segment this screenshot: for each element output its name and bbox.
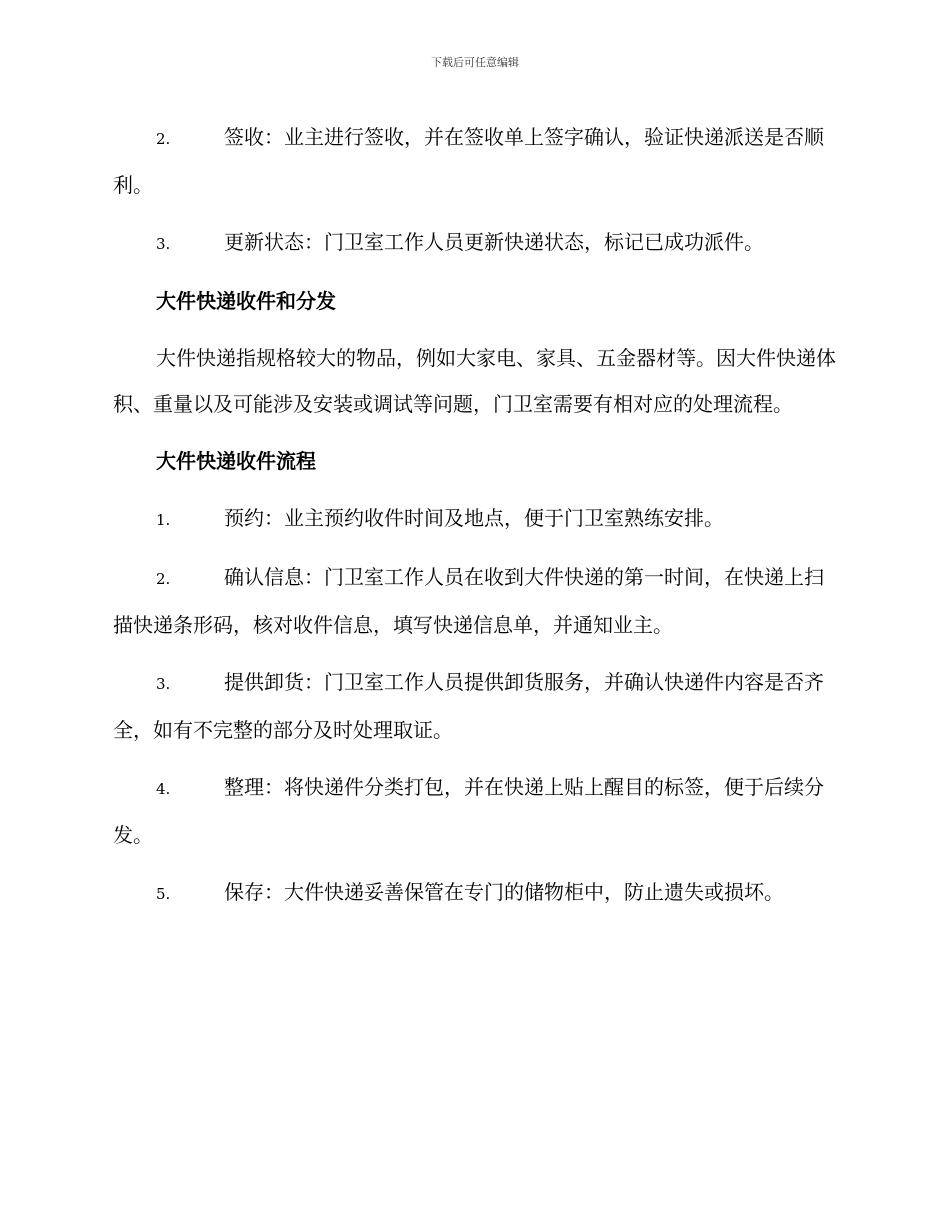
section-heading: 大件快递收件流程 — [156, 449, 316, 473]
list-item-text: 保存：大件快递妥善保管在专门的储物柜中，防止遗失或损坏。 — [224, 880, 784, 904]
list-number: 4. — [156, 780, 171, 798]
list-item-text: 更新状态：门卫室工作人员更新快递状态，标记已成功派件。 — [224, 230, 764, 254]
section-heading: 大件快递收件和分发 — [156, 289, 336, 313]
list-item-text: 整理：将快递件分类打包，并在快递上贴上醒目的标签，便于后续分发。 — [113, 775, 824, 847]
list-item — [113, 554, 837, 648]
list-item-text: 预约：业主预约收件时间及地点，便于门卫室熟练安排。 — [224, 506, 724, 530]
list-item-text: 确认信息：门卫室工作人员在收到大件快递的第一时间，在快递上扫描快递条形码，核对收件信息，填写快递信息单，并通知业主。 — [113, 565, 824, 637]
list-number: 5. — [156, 885, 171, 903]
list-item — [113, 219, 837, 267]
list-number: 2. — [156, 130, 171, 148]
list-number: 3. — [156, 675, 171, 693]
list-item — [113, 114, 837, 208]
document-body — [113, 114, 837, 928]
list-number: 3. — [156, 235, 171, 253]
list-item — [113, 764, 837, 858]
list-item — [113, 495, 837, 543]
body-paragraph: 大件快递指规格较大的物品，例如大家电、家具、五金器材等。因大件快递体积、重量以及可能涉及安装或调试等问题，门卫室需要有相对应的处理流程。 — [113, 346, 836, 416]
list-item — [113, 659, 837, 753]
list-number: 1. — [156, 511, 171, 529]
list-number: 2. — [156, 570, 171, 588]
list-item-text: 签收：业主进行签收，并在签收单上签字确认，验证快递派送是否顺利。 — [113, 125, 824, 197]
header-note: 下载后可任意编辑 — [431, 56, 519, 69]
list-item-text: 提供卸货：门卫室工作人员提供卸货服务，并确认快递件内容是否齐全，如有不完整的部分及时处理取证。 — [113, 670, 824, 742]
list-item — [113, 869, 837, 917]
